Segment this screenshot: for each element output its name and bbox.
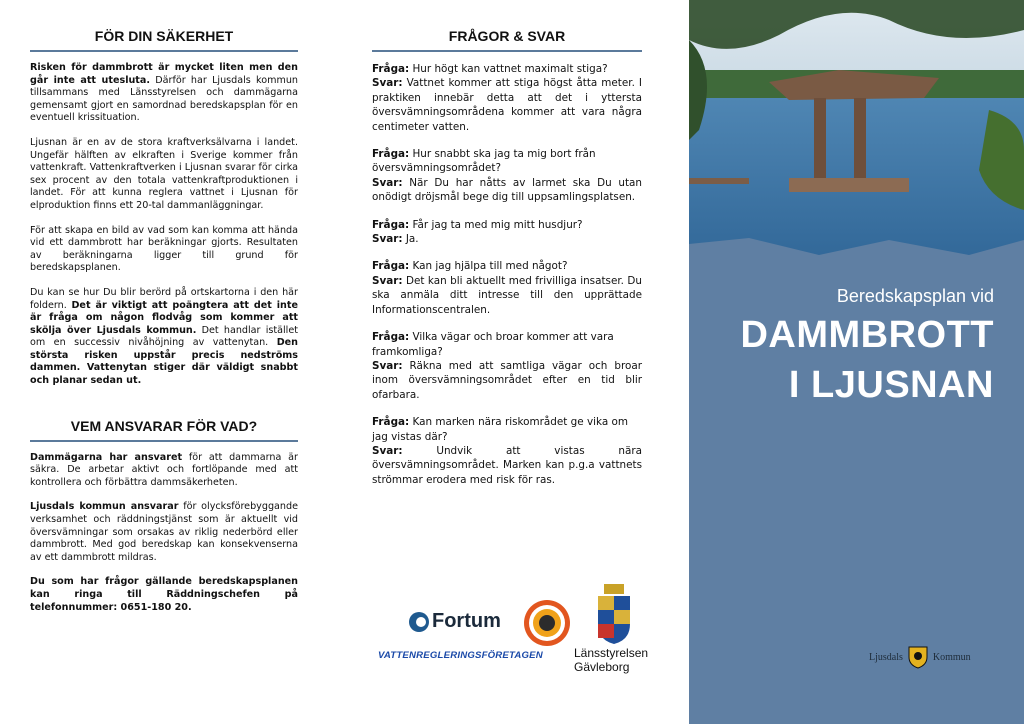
- faq-item: [372, 415, 642, 487]
- question-text: Hur snabbt ska jag ta mig bort från översvämningsområdet?: [372, 148, 596, 175]
- faq-item: [372, 62, 642, 134]
- question-label: Fråga:: [372, 148, 410, 161]
- answer-text: Det kan bli aktuellt med frivilliga insatser. Du ska anmäla ditt intresse till den upprättade Informationscentralen.: [372, 274, 642, 316]
- question-text: Kan jag hjälpa till med något?: [409, 260, 568, 273]
- answer-label: Svar:: [372, 359, 403, 372]
- question-label: Fråga:: [372, 260, 410, 273]
- faq-question: [372, 259, 642, 273]
- safety-paragraph-1: [30, 62, 298, 125]
- fortum-wordmark: Fortum: [432, 610, 501, 632]
- resp-p1-bold: Dammägarna har ansvaret: [30, 451, 183, 463]
- question-label: Fråga:: [372, 218, 410, 231]
- faq-answer: [372, 232, 642, 246]
- question-text: Hur högt kan vattnet maximalt stiga?: [409, 63, 608, 75]
- faq-answer: [372, 274, 642, 317]
- question-text: Kan marken nära riskområdet ge vika om jag vistas där?: [372, 416, 628, 443]
- vattenregleringsforetagen-logo: VATTENREGLERINGSFÖRETAGEN: [378, 650, 543, 661]
- safety-p4-c: Det handlar istället om en successiv nivåhöjning av vattenytan.: [30, 324, 298, 349]
- faq-question: [372, 62, 642, 76]
- safety-paragraph-3: För att skapa en bild av vad som kan komma att hända vid ett dammbrott har beräkningar gjorts. Resultaten av beräkningarna ligger till grund för beredskapsplanen.: [30, 224, 298, 274]
- lansstyrelsen-logo: [574, 646, 648, 674]
- faq-heading: FRÅGOR & SVAR: [372, 28, 642, 52]
- lake-pavilion-image: [689, 0, 1024, 275]
- safety-p1-bold: Risken för dammbrott är mycket liten men den går inte att utesluta.: [30, 62, 298, 86]
- answer-text: När Du har nåtts av larmet ska Du utan onödigt dröjsmål bege dig till uppsamlingsplatsen.: [372, 176, 642, 204]
- question-label: Fråga:: [372, 416, 410, 429]
- resp-p1-rest: för att dammarna är säkra. De arbetar aktivt och fortlöpande med att kontrollera och förbättra dammsäkerheten.: [30, 451, 298, 488]
- responsibility-paragraph-2: [30, 501, 298, 564]
- faq-answer: [372, 444, 642, 487]
- faq-list: [372, 62, 642, 487]
- answer-text: Vattnet kommer att stiga högst åtta meter. I praktiken innebär detta att det i yttersta översvämningsområdena kommer att vara några centimeter vatten.: [372, 77, 642, 133]
- faq-item: [372, 259, 642, 317]
- safety-p4-a: Du kan se hur Du blir berörd på ortskartorna i den här foldern.: [30, 286, 298, 311]
- faq-question: [372, 330, 642, 359]
- fortum-mark-icon: [408, 611, 430, 633]
- faq-item: [372, 330, 642, 402]
- cover-subtitle: Beredskapsplan vid: [836, 286, 994, 306]
- county-coat-of-arms-icon: [594, 582, 634, 646]
- safety-p1-rest: Därför har Ljusdals kommun tillsammans med Länsstyrelsen och dammägarna gemensamt gjort en samordnad beredskapsplan för en eventuell krissituation.: [30, 74, 298, 124]
- cover-title-line-1: DAMMBROTT: [740, 314, 994, 356]
- faq-question: [372, 415, 642, 444]
- footer-right-text: Kommun: [932, 651, 971, 663]
- question-label: Fråga:: [372, 331, 410, 344]
- faq-question: [372, 218, 642, 232]
- safety-p4-d: Den största risken uppstår precis nedströms dammen. Vattenytan stiger där väldigt snabbt och planar sedan ut.: [30, 337, 298, 387]
- question-label: Fråga:: [372, 63, 410, 75]
- answer-text: Undvik att vistas nära översvämningsområdet. Marken kan p.g.a vattnets strömmar erodera med risk för ras.: [372, 444, 642, 486]
- safety-heading: FÖR DIN SÄKERHET: [30, 28, 298, 52]
- answer-label: Svar:: [372, 233, 403, 246]
- faq-answer: [372, 76, 642, 134]
- answer-label: Svar:: [372, 176, 403, 189]
- answer-label: Svar:: [372, 274, 403, 287]
- sponsor-logos: [376, 580, 656, 690]
- answer-text: Ja.: [402, 233, 419, 246]
- kommun-footer-logo: [869, 645, 971, 669]
- faq-column: [372, 0, 642, 500]
- fortum-logo: [408, 610, 501, 633]
- resp-p3-bold: Du som har frågor gällande beredskapsplanen kan ringa till Räddningschefen på telefonnummer: 0651-180 20.: [30, 576, 298, 613]
- resp-p2-bold: Ljusdals kommun ansvarar: [30, 501, 179, 513]
- answer-label: Svar:: [372, 77, 403, 90]
- cover-title-line-2: I LJUSNAN: [788, 364, 994, 406]
- ljusdal-shield-icon: [907, 645, 929, 669]
- question-text: Får jag ta med mig mitt husdjur?: [409, 218, 583, 231]
- responsibility-paragraph-3: [30, 576, 298, 614]
- faq-question: [372, 147, 642, 176]
- faq-answer: [372, 359, 642, 402]
- safety-paragraph-4: [30, 287, 298, 388]
- lake-photo: [689, 0, 1024, 275]
- rescue-service-emblem-icon: [522, 598, 572, 648]
- safety-p4-b: Det är viktigt att poängtera att det inte är fråga om någon flodvåg som kommer att skölja över Ljusdals kommun.: [30, 299, 298, 336]
- responsibility-heading: VEM ANSVARAR FÖR VAD?: [30, 418, 298, 442]
- lansstyrelsen-line-1: Länsstyrelsen: [574, 646, 649, 660]
- question-text: Vilka vägar och broar kommer att vara framkomliga?: [372, 331, 614, 358]
- lansstyrelsen-line-2: Gävleborg: [574, 660, 630, 674]
- left-column: [30, 0, 298, 614]
- resp-p2-rest: för olycksförebyggande verksamhet och räddningstjänst som är aktuellt vid översvämningar som orsakas av riklig nederbörd eller dammbrott. Med god beredskap kan konsekvenserna av ett dammbrott mildras.: [30, 501, 298, 563]
- footer-left-text: Ljusdals: [869, 651, 903, 663]
- answer-text: Räkna med att samtliga vägar och broar inom översvämningsområdet efter en tid blir ofarbara.: [372, 359, 642, 401]
- answer-label: Svar:: [372, 444, 403, 457]
- faq-item: [372, 147, 642, 205]
- faq-item: [372, 218, 642, 247]
- responsibility-paragraph-1: [30, 452, 298, 490]
- safety-paragraph-2: Ljusnan är en av de stora kraftverksälvarna i landet. Ungefär hälften av elkraften i Sverige kommer från vattenkraft. Vattenkraftverken i Ljusnan svarar för cirka sex procent av den totala vattenkraftproduktionen i landet. För att kunna reglera vattnet i Ljusnan för elproduktion finns ett 20-tal dammanläggningar.: [30, 136, 298, 211]
- faq-answer: [372, 176, 642, 205]
